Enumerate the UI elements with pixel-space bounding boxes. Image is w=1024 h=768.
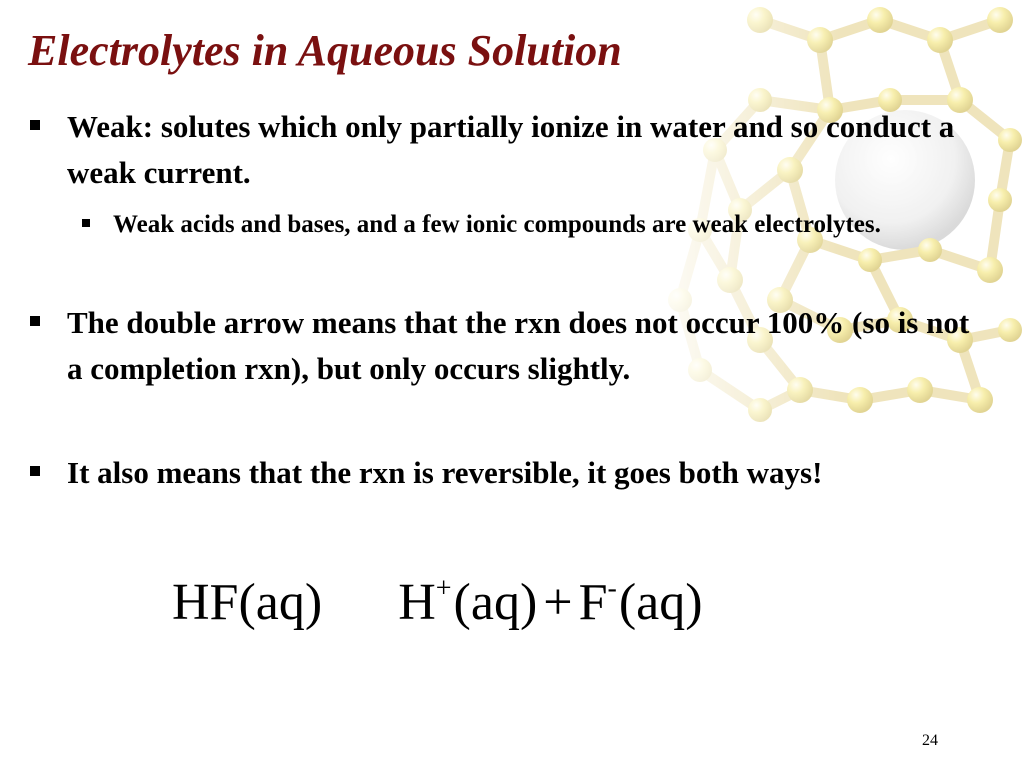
equation-product2-charge: - — [607, 573, 617, 604]
bullet-double-arrow — [30, 300, 990, 392]
bullet-text: Weak: solutes which only partially ionize in water and so conduct a weak current. — [67, 109, 955, 190]
page-number: 24 — [922, 732, 938, 749]
bullet-text: The double arrow means that the rxn does not occur 100% (so is not a completion rxn), but only occurs slightly. — [67, 305, 970, 386]
equation-product2-state: (aq) — [618, 574, 703, 631]
square-bullet-icon — [82, 219, 90, 227]
equation-product2-symbol: F — [578, 574, 608, 631]
equation-product1-state: (aq) — [453, 574, 538, 631]
sub-bullet-weak-acids — [82, 204, 992, 246]
bullet-weak-electrolytes — [30, 104, 990, 196]
equation-plus: + — [543, 574, 573, 631]
square-bullet-icon — [30, 120, 40, 130]
square-bullet-icon — [30, 316, 40, 326]
bullet-text: It also means that the rxn is reversible, it goes both ways! — [67, 455, 823, 490]
sub-bullet-text: Weak acids and bases, and a few ionic compounds are weak electrolytes. — [113, 211, 881, 238]
bullet-reversible — [30, 450, 990, 496]
square-bullet-icon — [30, 466, 40, 476]
equation-product1-symbol: H — [398, 574, 436, 631]
slide-title: Electrolytes in Aqueous Solution — [28, 26, 622, 75]
chemical-equation — [172, 568, 703, 638]
equation-product1-charge: + — [435, 573, 452, 604]
equation-reactant: HF(aq) — [172, 574, 323, 631]
